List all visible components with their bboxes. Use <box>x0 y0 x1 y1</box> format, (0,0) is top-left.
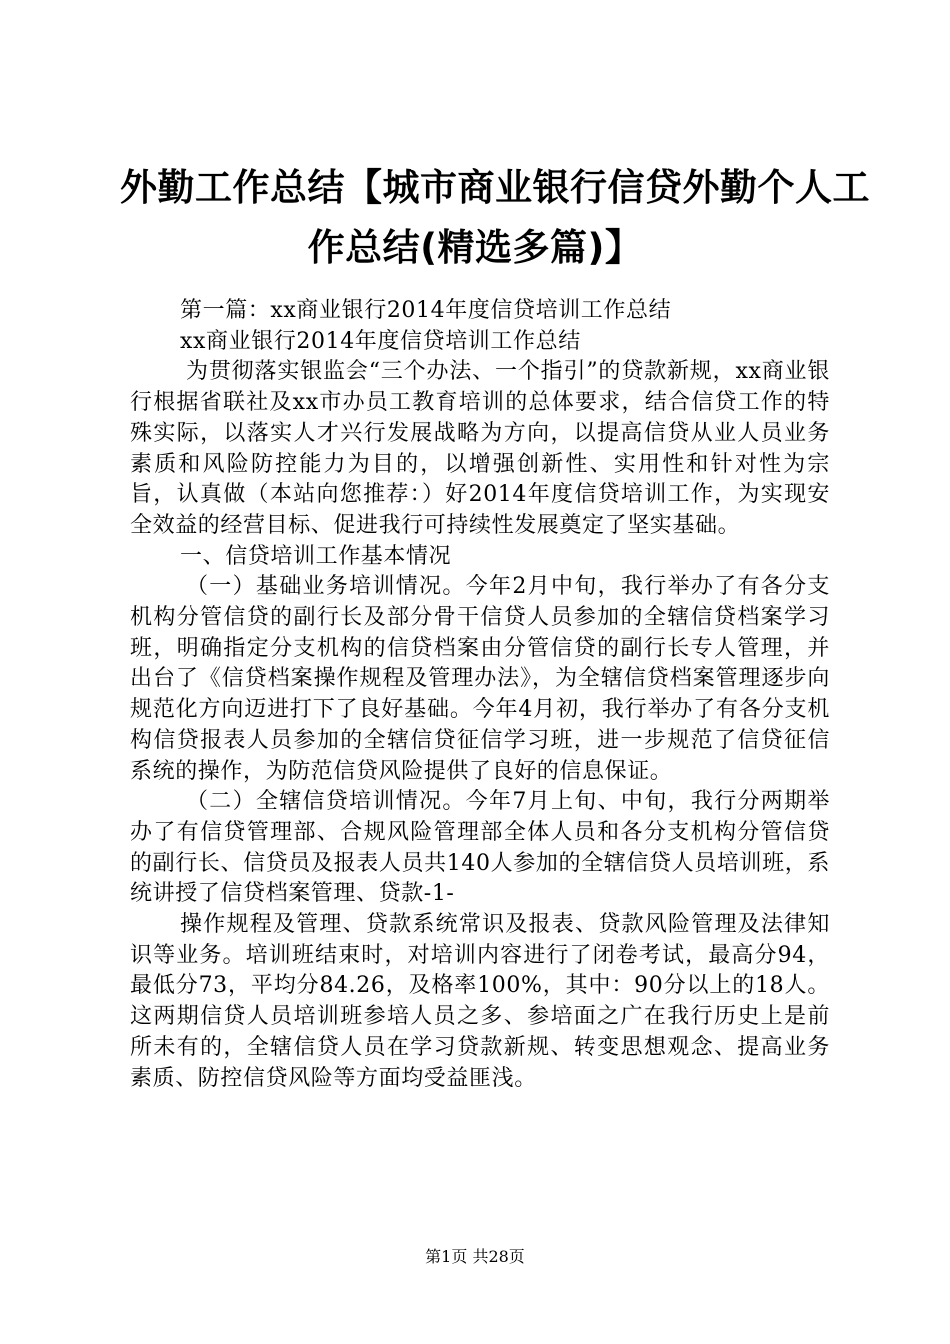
section-heading-1: 一、信贷培训工作基本情况 <box>180 543 452 569</box>
section-heading: 第一篇：xx商业银行2014年度信贷培训工作总结 <box>180 298 672 323</box>
subtitle: xx商业银行2014年度信贷培训工作总结 <box>180 328 581 354</box>
page-footer: 第1页 共28页 <box>425 1247 525 1266</box>
paragraph-full-training: （二）全辖信贷培训情况。今年7月上旬、中旬，我行分两期举办了有信贷管理部、合规风险管理部全体人员和各分支机构分管信贷的副行长、信贷员及报表人员共140人参加的全辖信贷人员培训班，系统讲授了信贷档案管理、贷款-1- <box>130 789 830 907</box>
document-title-line-1: 外勤工作总结【城市商业银行信贷外勤个人工 <box>120 166 870 209</box>
document-title-line-2: 作总结(精选多篇)】 <box>307 226 643 269</box>
paragraph-basic-training: （一）基础业务培训情况。今年2月中旬，我行举办了有各分支机构分管信贷的副行长及部分骨干信贷人员参加的全辖信贷档案学习班，明确指定分支机构的信贷档案由分管信贷的副行长专人管理，并出台了《信贷档案操作规程及管理办法》，为全辖信贷档案管理逐步向规范化方向迈进打下了良好基础。今年4月初，我行举办了有各分支机构信贷报表人员参加的全辖信贷征信学习班，进一步规范了信贷征信系统的操作，为防范信贷风险提供了良好的信息保证。 <box>130 574 830 784</box>
paragraph-intro: 为贯彻落实银监会“三个办法、一个指引”的贷款新规，xx商业银行根据省联社及xx市办员工教育培训的总体要求，结合信贷工作的特殊实际，以落实人才兴行发展战略为方向，以提高信贷从业人员业务素质和风险防控能力为目的，以增强创新性、实用性和针对性为宗旨，认真做（本站向您推荐：）好2014年度信贷培训工作，为实现安全效益的经营目标、促进我行可持续性发展奠定了坚实基础。 <box>130 359 830 538</box>
paragraph-continued: 操作规程及管理、贷款系统常识及报表、贷款风险管理及法律知识等业务。培训班结束时，对培训内容进行了闭卷考试，最高分94，最低分73，平均分84.26，及格率100%，其中：90分以上的18人。这两期信贷人员培训班参培人员之多、参培面之广在我行历史上是前所未有的，全辖信贷人员在学习贷款新规、转变思想观念、提高业务素质、防控信贷风险等方面均受益匪浅。 <box>130 912 830 1091</box>
document-body <box>130 296 830 1094</box>
document-title <box>120 158 870 278</box>
